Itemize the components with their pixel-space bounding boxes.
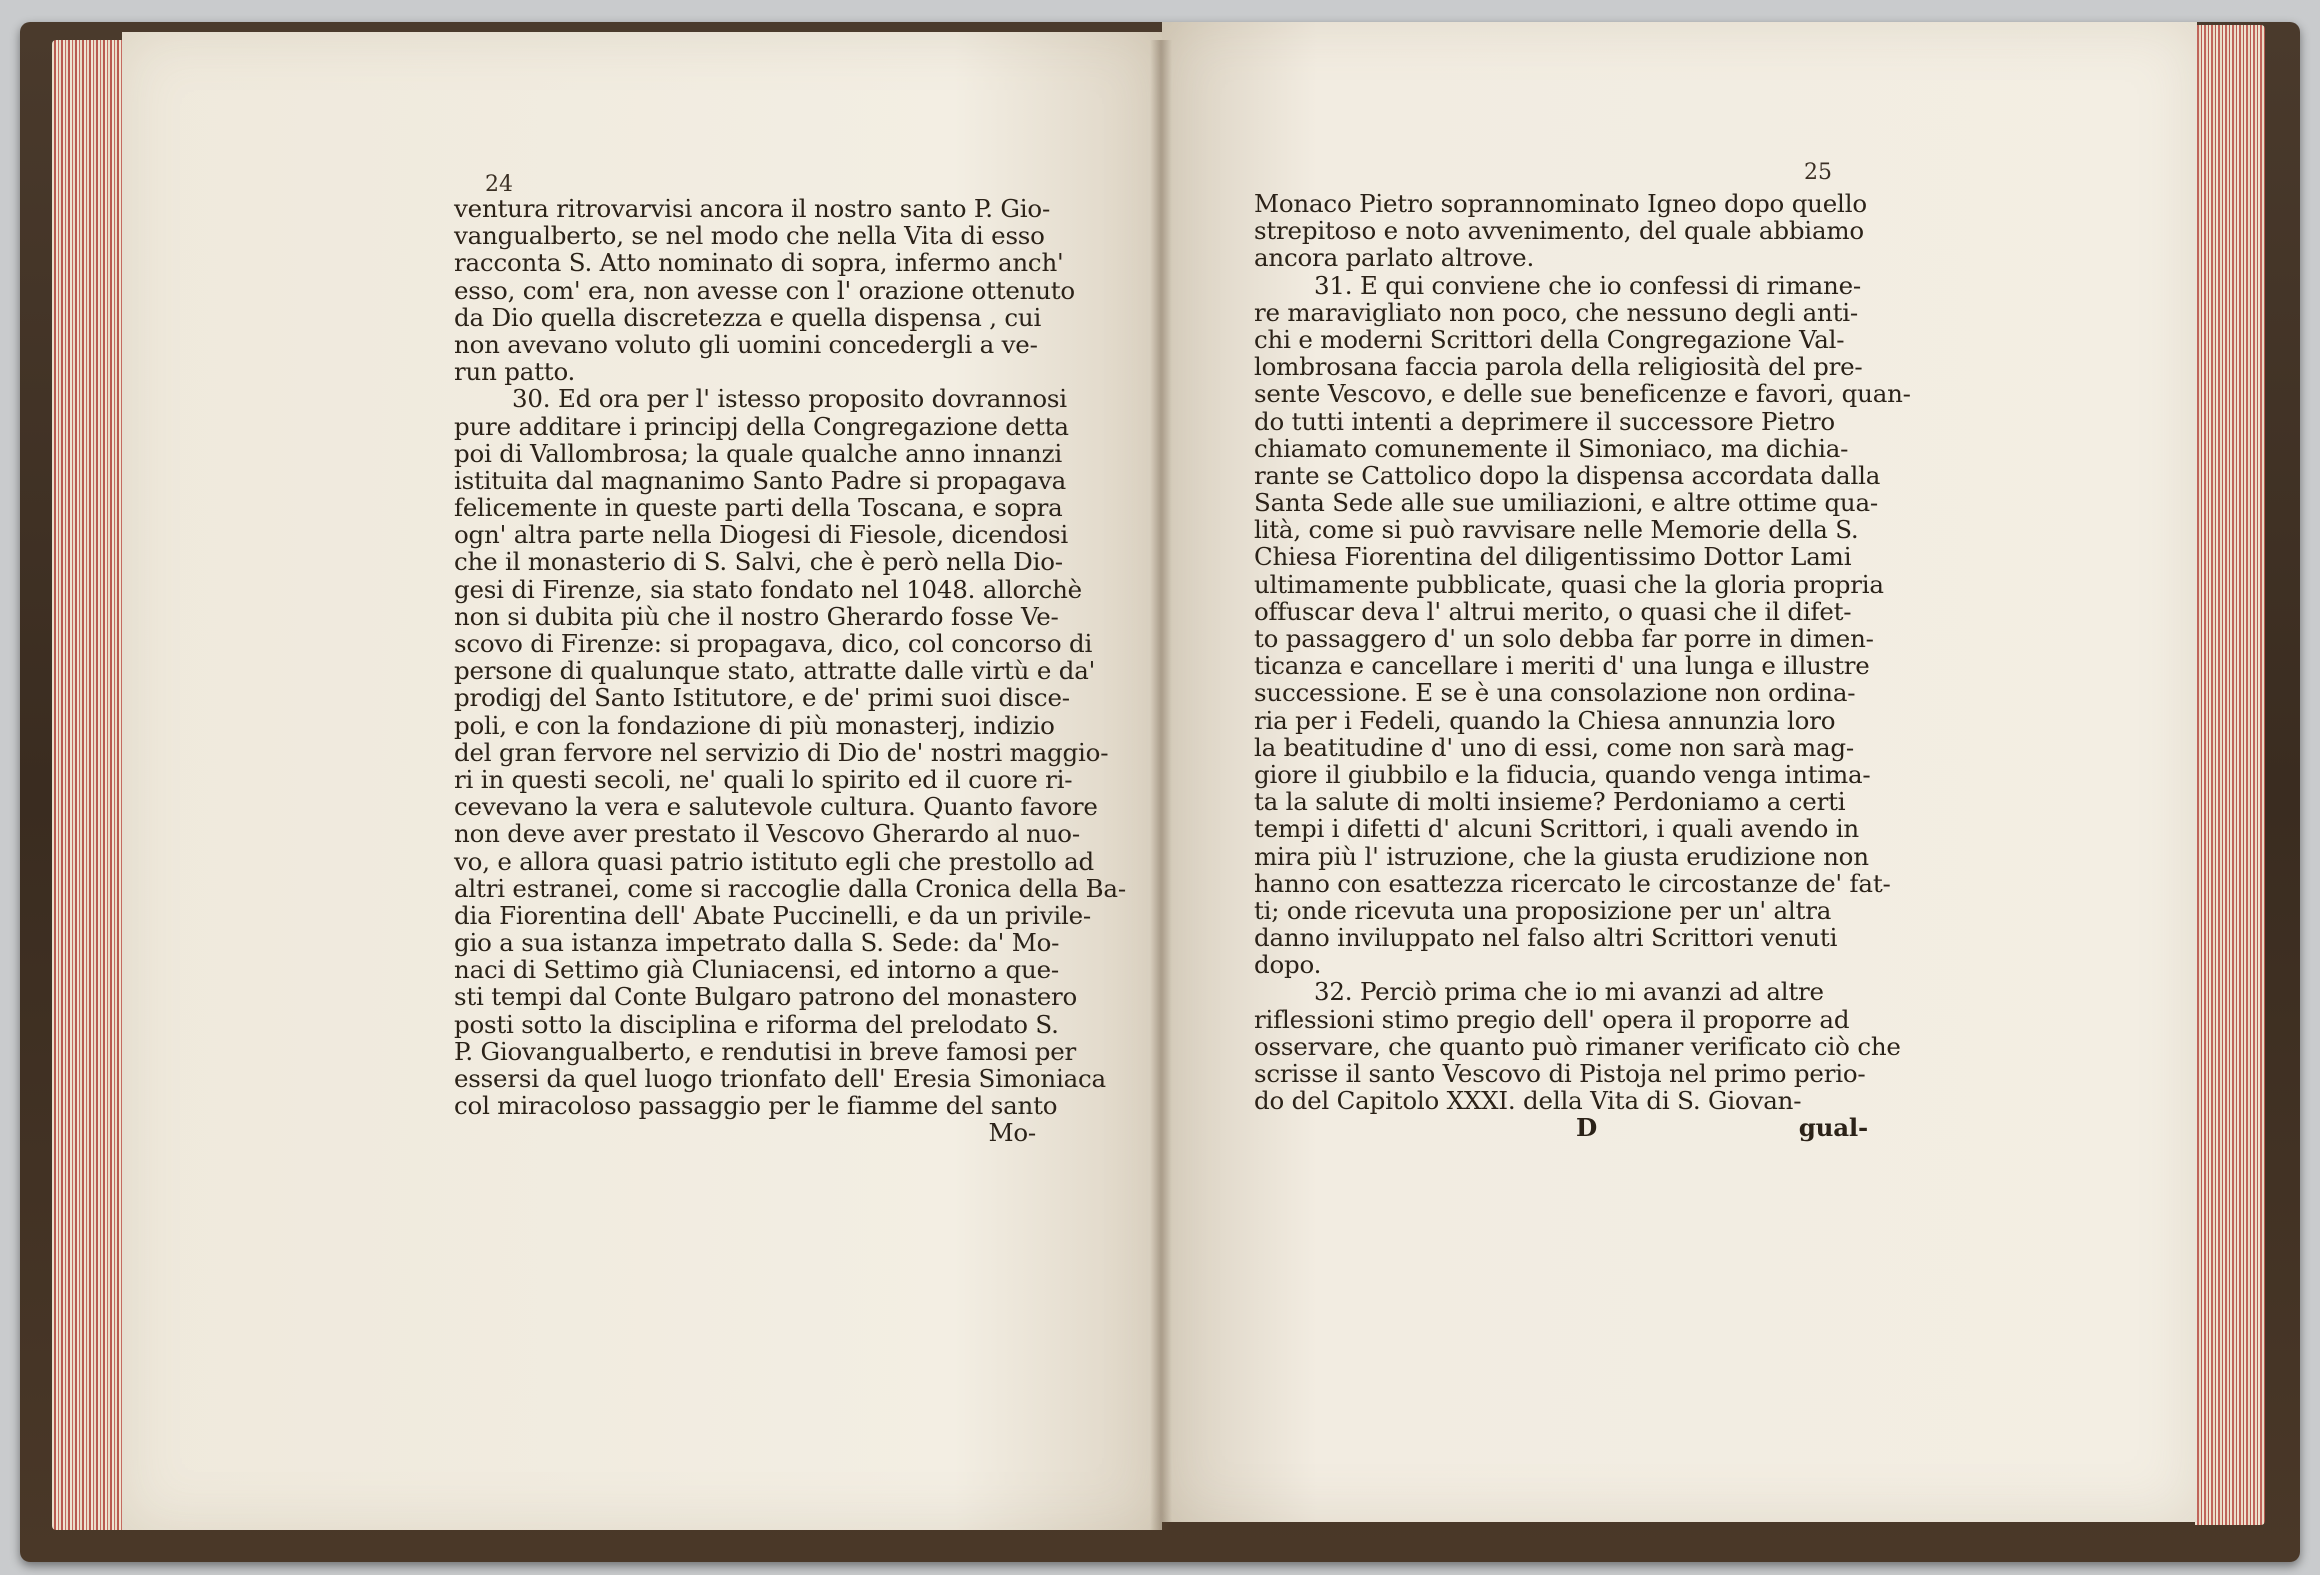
- text-line: da Dio quella discretezza e quella dispensa , cui: [454, 302, 1042, 332]
- text-line: re maravigliato non poco, che nessuno degli anti-: [1254, 297, 1858, 327]
- text-line: ri in questi secoli, ne' quali lo spirito ed il cuore ri-: [454, 764, 1073, 794]
- book-gutter: [1150, 40, 1172, 1530]
- text-line: scrisse il santo Vescovo di Pistoja nel primo perio-: [1254, 1059, 1866, 1088]
- right-page-number: 25: [1804, 160, 1832, 185]
- text-line: essersi da quel luogo trionfato dell' Eresia Simoniaca: [454, 1064, 1106, 1093]
- text-line: riflessioni stimo pregio dell' opera il proporre ad: [1254, 1004, 1850, 1034]
- text-line: ogn' altra parte nella Diogesi di Fiesole, dicendosi: [454, 520, 1069, 550]
- text-line: cevevano la vera e salutevole cultura. Quanto favore: [454, 792, 1098, 822]
- text-line: successione. E se è una consolazione non ordina-: [1254, 678, 1856, 708]
- text-line: Santa Sede alle sue umiliazioni, e altre ottime qua-: [1254, 488, 1878, 518]
- text-line: Monaco Pietro soprannominato Igneo dopo quello: [1254, 189, 1867, 218]
- text-line: lità, come si può ravvisare nelle Memorie della S.: [1254, 515, 1859, 545]
- text-line: P. Giovangualberto, e rendutisi in breve famosi per: [454, 1036, 1077, 1066]
- text-line: ti; onde ricevuta una proposizione per un' altra: [1254, 895, 1832, 925]
- text-line: do del Capitolo XXXI. della Vita di S. Giovan-: [1254, 1086, 1802, 1116]
- left-page-number: 24: [485, 172, 513, 197]
- text-line: to passaggero d' un solo debba far porre in dimen-: [1254, 624, 1874, 653]
- text-line: ticanza e cancellare i meriti d' una lunga e illustre: [1254, 651, 1870, 681]
- page-edges-right: [2195, 25, 2265, 1525]
- text-line: offuscar deva l' altrui merito, o quasi che il difet-: [1254, 596, 1852, 626]
- text-line: ventura ritrovarvisi ancora il nostro santo P. Gio-: [454, 194, 1051, 223]
- text-line: chiamato comunemente il Simoniaco, ma dichia-: [1254, 433, 1849, 463]
- text-line: giore il giubbilo e la fiducia, quando venga intima-: [1254, 759, 1871, 789]
- text-line: sti tempi dal Conte Bulgaro patrono del monastero: [454, 982, 1078, 1012]
- text-line: non si dubita più che il nostro Gherardo fosse Ve-: [454, 601, 1059, 631]
- text-line: non avevano voluto gli uomini concedergli a ve-: [454, 329, 1038, 359]
- text-line: persone di qualunque stato, attratte dalle virtù e da': [454, 656, 1096, 686]
- text-line: naci di Settimo già Cluniacensi, ed intorno a que-: [454, 955, 1059, 985]
- text-line: non deve aver prestato il Vescovo Gherardo al nuo-: [454, 819, 1080, 849]
- text-line: Chiesa Fiorentina del diligentissimo Dottor Lami: [1254, 542, 1852, 572]
- text-line: esso, com' era, non avesse con l' orazione ottenuto: [454, 275, 1075, 305]
- text-line: vangualberto, se nel modo che nella Vita di esso: [454, 221, 1045, 251]
- text-line: pure additare i principj della Congregazione detta: [454, 411, 1069, 441]
- text-line: poli, e con la fondazione di più monasterj, indizio: [454, 710, 1055, 740]
- text-line: run patto.: [454, 357, 576, 387]
- text-line: felicemente in queste parti della Toscana, e sopra: [454, 493, 1063, 523]
- text-line: mira più l' istruzione, che la giusta erudizione non: [1254, 841, 1869, 871]
- text-line: racconta S. Atto nominato di sopra, infermo anch': [454, 248, 1064, 278]
- text-line: 31. E qui conviene che io confessi di rimane-: [1314, 270, 1861, 300]
- left-page-text: [454, 194, 1126, 1148]
- text-line: gio a sua istanza impetrato dalla S. Sede: da' Mo-: [454, 928, 1060, 958]
- text-line: chi e moderni Scrittori della Congregazione Val-: [1254, 324, 1845, 354]
- right-page-footer: [1254, 1114, 1874, 1141]
- text-line: hanno con esattezza ricercato le circostanze de' fat-: [1254, 868, 1891, 898]
- text-line: dopo.: [1254, 950, 1322, 980]
- text-line: ultimamente pubblicate, quasi che la gloria propria: [1254, 569, 1884, 599]
- text-line: dia Fiorentina dell' Abate Puccinelli, e da un privile-: [454, 900, 1091, 930]
- page-edges-left: [52, 40, 122, 1530]
- signature-mark: D: [1576, 1113, 1598, 1143]
- text-line: ancora parlato altrove.: [1254, 243, 1535, 273]
- text-line: vo, e allora quasi patrio istituto egli che prestollo ad: [454, 846, 1094, 876]
- text-line: ria per i Fedeli, quando la Chiesa annunzia loro: [1254, 705, 1836, 735]
- text-line: altri estranei, come si raccoglie dalla Cronica della Ba-: [454, 873, 1126, 903]
- text-line: do tutti intenti a deprimere il successore Pietro: [1254, 406, 1835, 436]
- text-line: lombrosana faccia parola della religiosità del pre-: [1254, 352, 1863, 382]
- text-line: prodigj del Santo Istitutore, e de' primi suoi disce-: [454, 683, 1070, 713]
- catchword-left: Mo-: [988, 1118, 1036, 1148]
- text-line: 32. Perciò prima che io mi avanzi ad altre: [1314, 977, 1824, 1007]
- text-line: gesi di Firenze, sia stato fondato nel 1048. allorchè: [454, 574, 1082, 604]
- text-line: la beatitudine d' uno di essi, come non sarà mag-: [1254, 732, 1854, 762]
- text-line: rante se Cattolico dopo la dispensa accordata dalla: [1254, 460, 1881, 490]
- text-line: osservare, che quanto può rimaner verificato ciò che: [1254, 1031, 1901, 1061]
- text-line: strepitoso e noto avvenimento, del quale abbiamo: [1254, 216, 1864, 246]
- text-line: scovo di Firenze: si propagava, dico, col concorso di: [454, 629, 1093, 658]
- right-page-text: [1254, 189, 1911, 1143]
- text-line: ta la salute di molti insieme? Perdoniamo a certi: [1254, 787, 1846, 817]
- catchword-right: gual-: [1798, 1113, 1868, 1143]
- text-line: poi di Vallombrosa; la quale qualche anno innanzi: [454, 438, 1062, 468]
- text-line: posti sotto la disciplina e riforma del prelodato S.: [454, 1009, 1059, 1039]
- text-line: tempi i difetti d' alcuni Scrittori, i quali avendo in: [1254, 814, 1859, 844]
- text-line: sente Vescovo, e delle sue beneficenze e favori, quan-: [1254, 379, 1911, 409]
- text-line: del gran fervore nel servizio di Dio de' nostri maggio-: [454, 737, 1109, 767]
- text-line: col miracoloso passaggio per le fiamme del santo: [454, 1091, 1058, 1121]
- text-line: istituita dal magnanimo Santo Padre si propagava: [454, 465, 1066, 495]
- text-line: danno inviluppato nel falso altri Scrittori venuti: [1254, 923, 1838, 953]
- text-line: 30. Ed ora per l' istesso proposito dovrannosi: [512, 384, 1067, 414]
- text-line: che il monasterio di S. Salvi, che è però nella Dio-: [454, 547, 1063, 577]
